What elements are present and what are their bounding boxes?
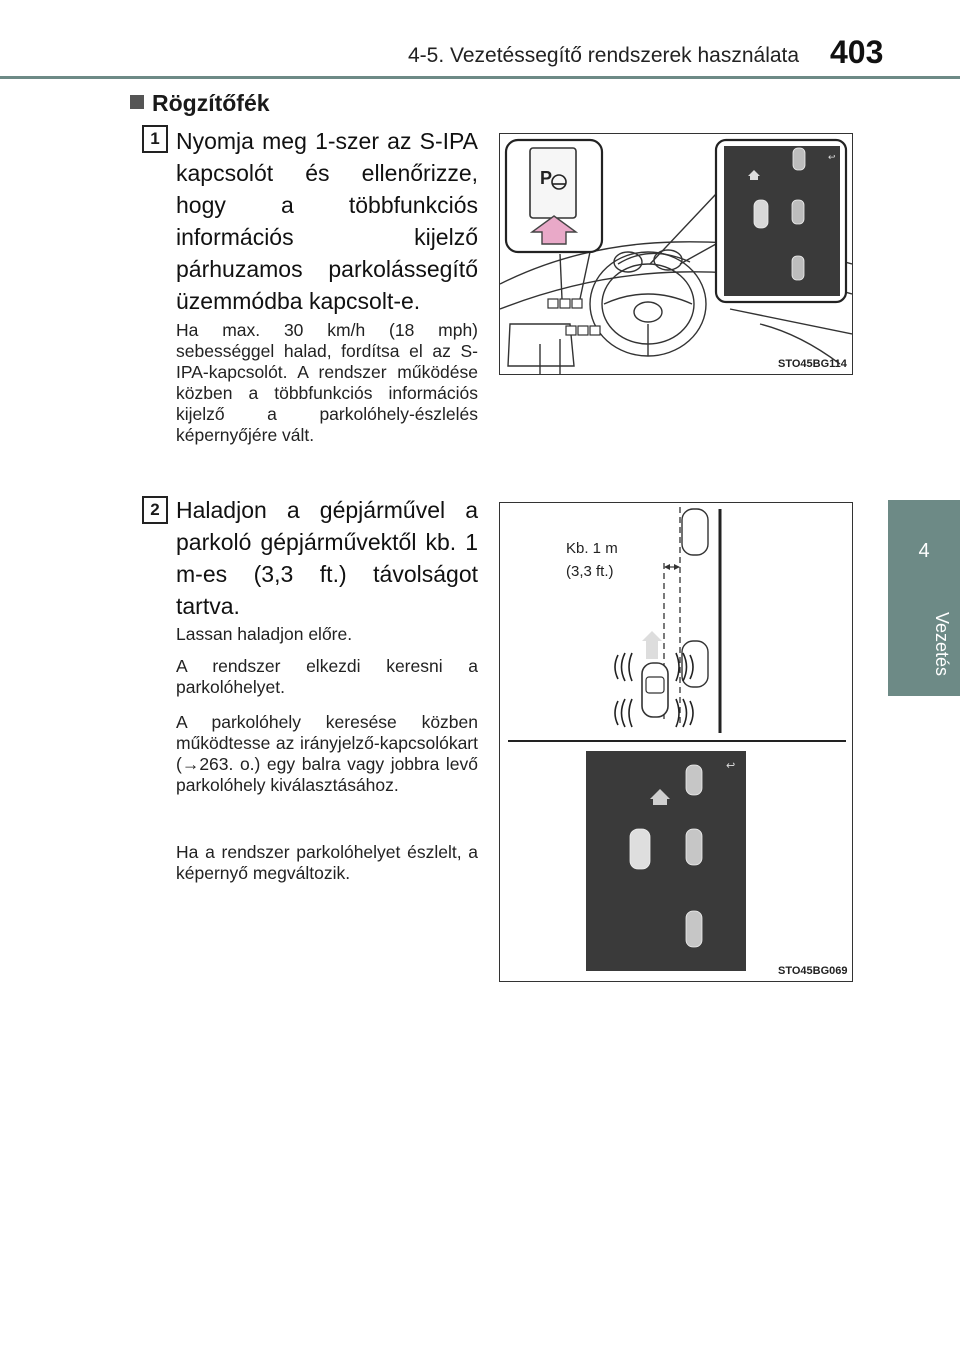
section-title-text: Rögzítőfék xyxy=(152,90,270,116)
step-2-note-3: A parkolóhely keresése közben működtesse az irányjelző-kapcsolókart (→263. o.) egy balra vagy jobbra levő parkolóhely kiválasztásához. xyxy=(176,712,478,795)
page-number: 403 xyxy=(830,34,884,70)
figure-parking-search xyxy=(499,502,853,982)
chapter-label-wrap xyxy=(902,604,952,684)
step-2-text: Haladjon a gépjárművel a parkoló gépjárművektől kb. 1 m-es (3,3 ft.) távolságot tartva. xyxy=(176,497,478,619)
header-rule xyxy=(0,76,960,79)
step-2-note-2: A rendszer elkezdi keresni a parkolóhelyet. xyxy=(176,656,478,697)
figure-2-code: STO45BG069 xyxy=(778,965,848,977)
step-1-text: Nyomja meg 1-szer az S-IPA kapcsolót és ellenőrizze, hogy a többfunkciós információs kijelző párhuzamos parkolássegítő üzemmódba kapcsolt-e. xyxy=(176,128,478,314)
section-title xyxy=(130,90,270,117)
svg-text:↩: ↩ xyxy=(726,759,736,772)
distance-label-imperial: (3,3 ft.) xyxy=(566,563,614,580)
step-2-note-1: Lassan haladjon előre. xyxy=(176,624,353,644)
chapter-number: 4 xyxy=(918,540,930,562)
dashboard-illustration xyxy=(500,134,852,374)
step-2-note-4: Ha a rendszer parkolóhelyet észlelt, a képernyő megváltozik. xyxy=(176,842,478,883)
distance-label: Kb. 1 m xyxy=(566,540,618,557)
section-bullet-icon xyxy=(130,95,144,109)
step-number-2: 2 xyxy=(142,496,168,524)
figure-dashboard xyxy=(499,133,853,375)
step-1-note: Ha max. 30 km/h (18 mph) sebességgel halad, fordítsa el az S-IPA-kapcsolót. A rendszer működése közben a többfunkciós információs kijelző a parkolóhely-észlelés képernyőjére vált. xyxy=(176,320,478,445)
parking-illustration xyxy=(500,503,852,981)
switch-p-glyph: P xyxy=(540,168,553,188)
header-title: 4-5. Vezetéssegítő rendszerek használata xyxy=(408,44,800,67)
svg-text:↩: ↩ xyxy=(828,153,836,163)
chapter-label: Vezetés xyxy=(932,611,952,677)
step-number-1: 1 xyxy=(142,125,168,153)
figure-1-code: STO45BG114 xyxy=(778,358,847,370)
